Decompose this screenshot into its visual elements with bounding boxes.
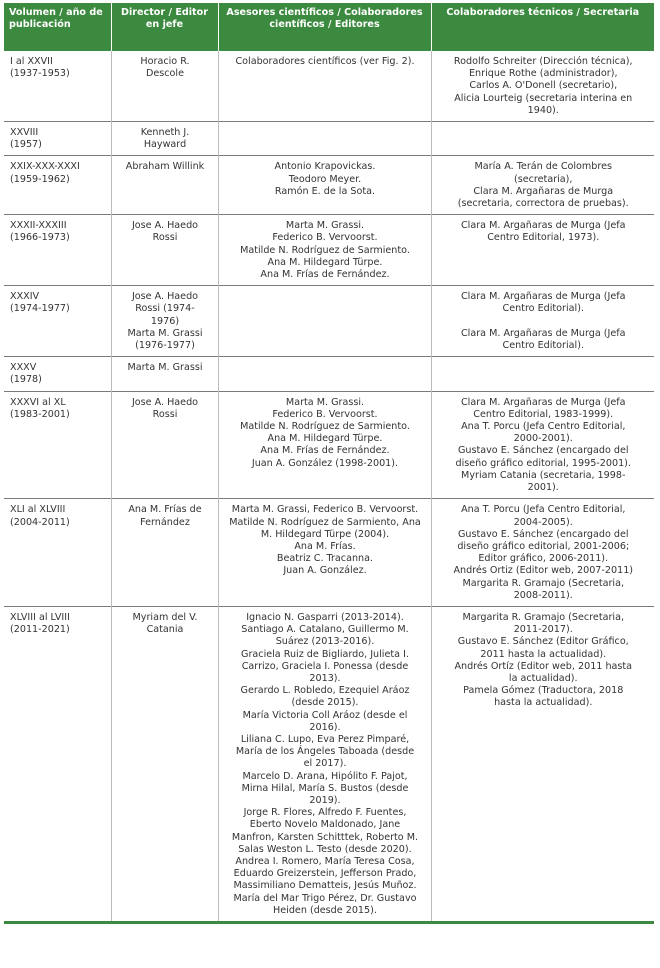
cell-advisors [218, 122, 431, 156]
cell-text-line: Clara M. Argañaras de Murga [473, 185, 614, 197]
cell-text-line: Catania [146, 624, 184, 636]
cell-text-line: Rodolfo Schreiter (Dirección técnica), [453, 56, 633, 67]
cell-text-line: Pamela Gómez (Traductora, 2018 [463, 685, 624, 697]
cell-text-line: Andrés Ortiz (Editor web, 2007-2011) [453, 565, 634, 577]
cell-text-line: XXXII-XXXIII [10, 220, 67, 232]
cell-director [111, 499, 218, 607]
table-header [4, 3, 654, 51]
cell-text-line: Jorge R. Flores, Alfredo F. Fuentes, [243, 807, 407, 819]
cell-text-line: María del Mar Trigo Pérez, Dr. Gustavo [233, 892, 417, 904]
table-row [4, 51, 654, 122]
cell-text-line: Marta M. Grassi, Federico B. Vervoorst. [231, 504, 419, 516]
cell-text-line: 2011-2017). [513, 624, 573, 636]
cell-director [111, 156, 218, 215]
cell-text-line: Ana M. Hildegard Türpe. [267, 433, 383, 445]
cell-text-line: Massimiliano Dematteis, Jesús Muñoz. [233, 880, 417, 892]
cell-technical [431, 286, 654, 357]
cell-text-line: 1976) [150, 315, 180, 327]
cell-text-line: (2004-2011) [10, 516, 70, 528]
cell-director [111, 357, 218, 391]
cell-text-line: María de los Ángeles Taboada (desde [235, 746, 415, 758]
cell-text-line: Ana M. Frías. [294, 540, 356, 552]
cell-text-line: Federico B. Vervoorst. [272, 232, 378, 244]
cell-volume-year [4, 286, 111, 357]
cell-text-line: Gustavo E. Sánchez (Editor Gráfico, [457, 636, 629, 648]
cell-text-line: Gustavo E. Sánchez (encargado del [457, 528, 629, 540]
cell-volume-year [4, 122, 111, 156]
cell-technical [431, 51, 654, 122]
cell-text-line: (desde 2015). [291, 697, 359, 709]
cell-text-line: Editor gráfico, 2006-2011). [478, 553, 609, 565]
cell-text-line: Antonio Krapovickas. [274, 161, 376, 173]
cell-text-line: (1976-1977) [135, 340, 195, 352]
cell-text-line: (1957) [10, 139, 42, 151]
cell-text-line: Kenneth J. [140, 127, 190, 139]
cell-text-line: XXXVI al XL [10, 396, 66, 408]
cell-text-line: Eberto Novelo Maldonado, Jane [249, 819, 401, 831]
cell-text-line: Liliana C. Lupo, Eva Perez Pimparé, [240, 733, 410, 745]
cell-text-line: Centro Editorial, 1983-1999). [473, 408, 614, 420]
cell-text-line: Myriam del V. [132, 611, 198, 623]
editorial-history-table-wrapper [4, 3, 654, 924]
cell-advisors [218, 286, 431, 357]
cell-advisors [218, 357, 431, 391]
cell-text-line: Hayward [143, 139, 187, 151]
cell-director [111, 215, 218, 286]
cell-text-line: 1940). [527, 104, 559, 116]
cell-text-line: Suárez (2013-2016). [275, 636, 375, 648]
cell-advisors [218, 606, 431, 922]
cell-text-line: Juan A. González (1998-2001). [251, 457, 399, 469]
cell-text-line: Eduardo Greizerstein, Jefferson Prado, [233, 868, 417, 880]
cell-text-line: Carlos A. O'Donell (secretario), [469, 80, 618, 92]
cell-advisors [218, 391, 431, 499]
cell-text-line: Carrizo, Graciela I. Ponessa (desde [241, 660, 409, 672]
header-director-editor: Director / Editor en jefe [111, 3, 218, 51]
cell-text-line: Clara M. Argañaras de Murga (Jefa [460, 396, 626, 408]
paragraph-gap [437, 316, 651, 328]
cell-technical [431, 391, 654, 499]
cell-text-line: Margarita R. Gramajo (Secretaria, [462, 611, 624, 623]
cell-text-line: (1978) [10, 374, 42, 386]
cell-text-line: Heiden (desde 2015). [273, 904, 377, 916]
cell-text-line: Horacio R. [140, 56, 190, 67]
cell-text-line: XLI al XLVIII [10, 504, 66, 516]
cell-technical [431, 499, 654, 607]
cell-technical [431, 156, 654, 215]
cell-volume-year [4, 215, 111, 286]
cell-text-line: Marta M. Grassi. [285, 220, 365, 232]
cell-text-line: (2011-2021) [10, 624, 70, 636]
cell-text-line: diseño gráfico editorial, 2001-2006; [457, 540, 630, 552]
cell-text-line: Gerardo L. Robledo, Ezequiel Aráoz [240, 685, 410, 697]
cell-text-line: Santiago A. Catalano, Guillermo M. [241, 624, 409, 636]
cell-text-line: Ana M. Frías de Fernández. [260, 445, 390, 457]
cell-text-line: Ramón E. de la Sota. [274, 185, 376, 197]
cell-text-line: Marcelo D. Arana, Hipólito F. Pajot, [242, 770, 408, 782]
cell-director [111, 391, 218, 499]
cell-text-line: Mirna Hilal, María S. Bustos (desde [241, 782, 409, 794]
cell-text-line: 2000-2001). [513, 433, 573, 445]
cell-text-line: Fernández [140, 516, 190, 528]
cell-text-line: (secretaria), [514, 173, 573, 185]
cell-text-line: XXVIII [10, 127, 39, 139]
table-row [4, 156, 654, 215]
cell-text-line: Matilde N. Rodríguez de Sarmiento. [240, 244, 410, 256]
cell-director [111, 286, 218, 357]
cell-text-line: (1974-1977) [10, 303, 70, 315]
cell-text-line: 2013). [309, 672, 341, 684]
cell-volume-year [4, 51, 111, 122]
table-row [4, 391, 654, 499]
cell-text-line: Manfron, Karsten Schitttek, Roberto M. [231, 831, 419, 843]
cell-text-line: Descole [145, 68, 184, 80]
cell-text-line: 2008-2011). [513, 589, 573, 601]
cell-text-line: Andrea I. Romero, María Teresa Cosa, [235, 855, 415, 867]
cell-text-line: diseño gráfico editorial, 1995-2001). [455, 457, 631, 469]
cell-text-line: (1959-1962) [10, 173, 70, 185]
cell-text-line: Rossi [152, 408, 178, 420]
cell-text-line: Marta M. Grassi. [285, 396, 365, 408]
cell-text-line: Clara M. Argañaras de Murga (Jefa [460, 220, 626, 232]
cell-text-line: (secretaria, correctora de pruebas). [457, 198, 629, 210]
cell-advisors [218, 51, 431, 122]
cell-text-line: Alicia Lourteig (secretaria interina en [454, 92, 633, 104]
cell-text-line: Margarita R. Gramajo (Secretaria, [462, 577, 624, 589]
cell-text-line: Andrés Ortíz (Editor web, 2011 hasta [454, 660, 633, 672]
cell-volume-year [4, 156, 111, 215]
cell-text-line: Myriam Catania (secretaria, 1998- [461, 469, 626, 481]
cell-text-line: Marta M. Grassi [127, 327, 203, 339]
cell-text-line: Ana T. Porcu (Jefa Centro Editorial, [461, 504, 626, 516]
table-row [4, 499, 654, 607]
cell-text-line: Abraham Willink [125, 161, 205, 173]
cell-text-line: M. Hildegard Türpe (2004). [260, 528, 390, 540]
cell-text-line: Juan A. González. [283, 565, 367, 577]
editorial-history-table [4, 3, 654, 924]
cell-text-line: Ignacio N. Gasparri (2013-2014). [246, 611, 404, 623]
cell-text-line: Gustavo E. Sánchez (encargado del [457, 445, 629, 457]
cell-text-line: Ana M. Frías de [128, 504, 202, 516]
cell-text-line: Teodoro Meyer. [288, 173, 362, 185]
header-technical-collaborators: Colaboradores técnicos / Secretaria [431, 3, 654, 51]
cell-advisors [218, 156, 431, 215]
cell-text-line: Matilde N. Rodríguez de Sarmiento. [240, 421, 410, 433]
cell-text-line: (1983-2001) [10, 408, 70, 420]
cell-text-line: Ana M. Frías de Fernández. [260, 269, 390, 281]
cell-text-line: Colaboradores científicos (ver Fig. 2). [235, 56, 415, 67]
cell-text-line: 2011 hasta la actualidad). [480, 648, 607, 660]
cell-text-line: la actualidad). [508, 672, 578, 684]
table-body [4, 51, 654, 923]
cell-advisors [218, 499, 431, 607]
cell-text-line: Clara M. Argañaras de Murga (Jefa [460, 327, 626, 339]
cell-text-line: hasta la actualidad). [494, 697, 593, 709]
cell-text-line: 2004-2005). [513, 516, 573, 528]
cell-text-line: Centro Editorial). [502, 339, 584, 351]
cell-text-line: (1966-1973) [10, 232, 70, 244]
cell-text-line: Jose A. Haedo [131, 291, 199, 303]
cell-text-line: 2019). [309, 794, 341, 806]
cell-text-line: Rossi (1974- [135, 303, 195, 315]
cell-text-line: María A. Terán de Colombres [474, 161, 612, 173]
cell-technical [431, 357, 654, 391]
cell-text-line: Rossi [152, 232, 178, 244]
header-volume-year: Volumen / año de publicación [4, 3, 111, 51]
cell-text-line: Ana T. Porcu (Jefa Centro Editorial, [461, 421, 626, 433]
table-row [4, 122, 654, 156]
cell-text-line: I al XXVII [10, 56, 53, 67]
cell-text-line: el 2017). [303, 758, 347, 770]
cell-technical [431, 215, 654, 286]
cell-technical [431, 122, 654, 156]
cell-text-line: Beatriz C. Tracanna. [276, 553, 374, 565]
cell-text-line: Marta M. Grassi [127, 362, 203, 374]
cell-text-line: Jose A. Haedo [131, 396, 199, 408]
cell-text-line: XXIX-XXX-XXXI [10, 161, 80, 173]
table-row [4, 215, 654, 286]
cell-volume-year [4, 391, 111, 499]
cell-text-line: Federico B. Vervoorst. [272, 408, 378, 420]
cell-text-line: María Victoria Coll Aráoz (desde el [242, 709, 408, 721]
cell-text-line: 2016). [309, 721, 341, 733]
cell-director [111, 51, 218, 122]
cell-text-line: Ana M. Hildegard Türpe. [267, 256, 383, 268]
cell-text-line: (1937-1953) [10, 68, 70, 80]
cell-volume-year [4, 499, 111, 607]
cell-text-line: XLVIII al LVIII [10, 611, 70, 623]
cell-volume-year [4, 606, 111, 922]
cell-text-line: XXXIV [10, 291, 40, 303]
table-row [4, 357, 654, 391]
cell-text-line: Centro Editorial, 1973). [487, 232, 600, 244]
cell-advisors [218, 215, 431, 286]
cell-text-line: Enrique Rothe (administrador), [468, 68, 618, 80]
cell-text-line: 2001). [527, 482, 559, 494]
cell-text-line: XXXV [10, 362, 37, 374]
cell-text-line: Centro Editorial). [502, 303, 584, 315]
cell-text-line: Matilde N. Rodríguez de Sarmiento, Ana [229, 516, 421, 528]
cell-text-line: Salas Weston L. Testo (desde 2020). [238, 843, 412, 855]
cell-volume-year [4, 357, 111, 391]
cell-text-line: Graciela Ruiz de Bigliardo, Julieta I. [241, 648, 409, 660]
table-row [4, 606, 654, 922]
cell-director [111, 606, 218, 922]
table-row [4, 286, 654, 357]
cell-text-line: Jose A. Haedo [131, 220, 199, 232]
cell-technical [431, 606, 654, 922]
cell-director [111, 122, 218, 156]
header-scientific-advisors: Asesores científicos / Colaboradores científicos / Editores [218, 3, 431, 51]
cell-text-line: Clara M. Argañaras de Murga (Jefa [460, 291, 626, 303]
